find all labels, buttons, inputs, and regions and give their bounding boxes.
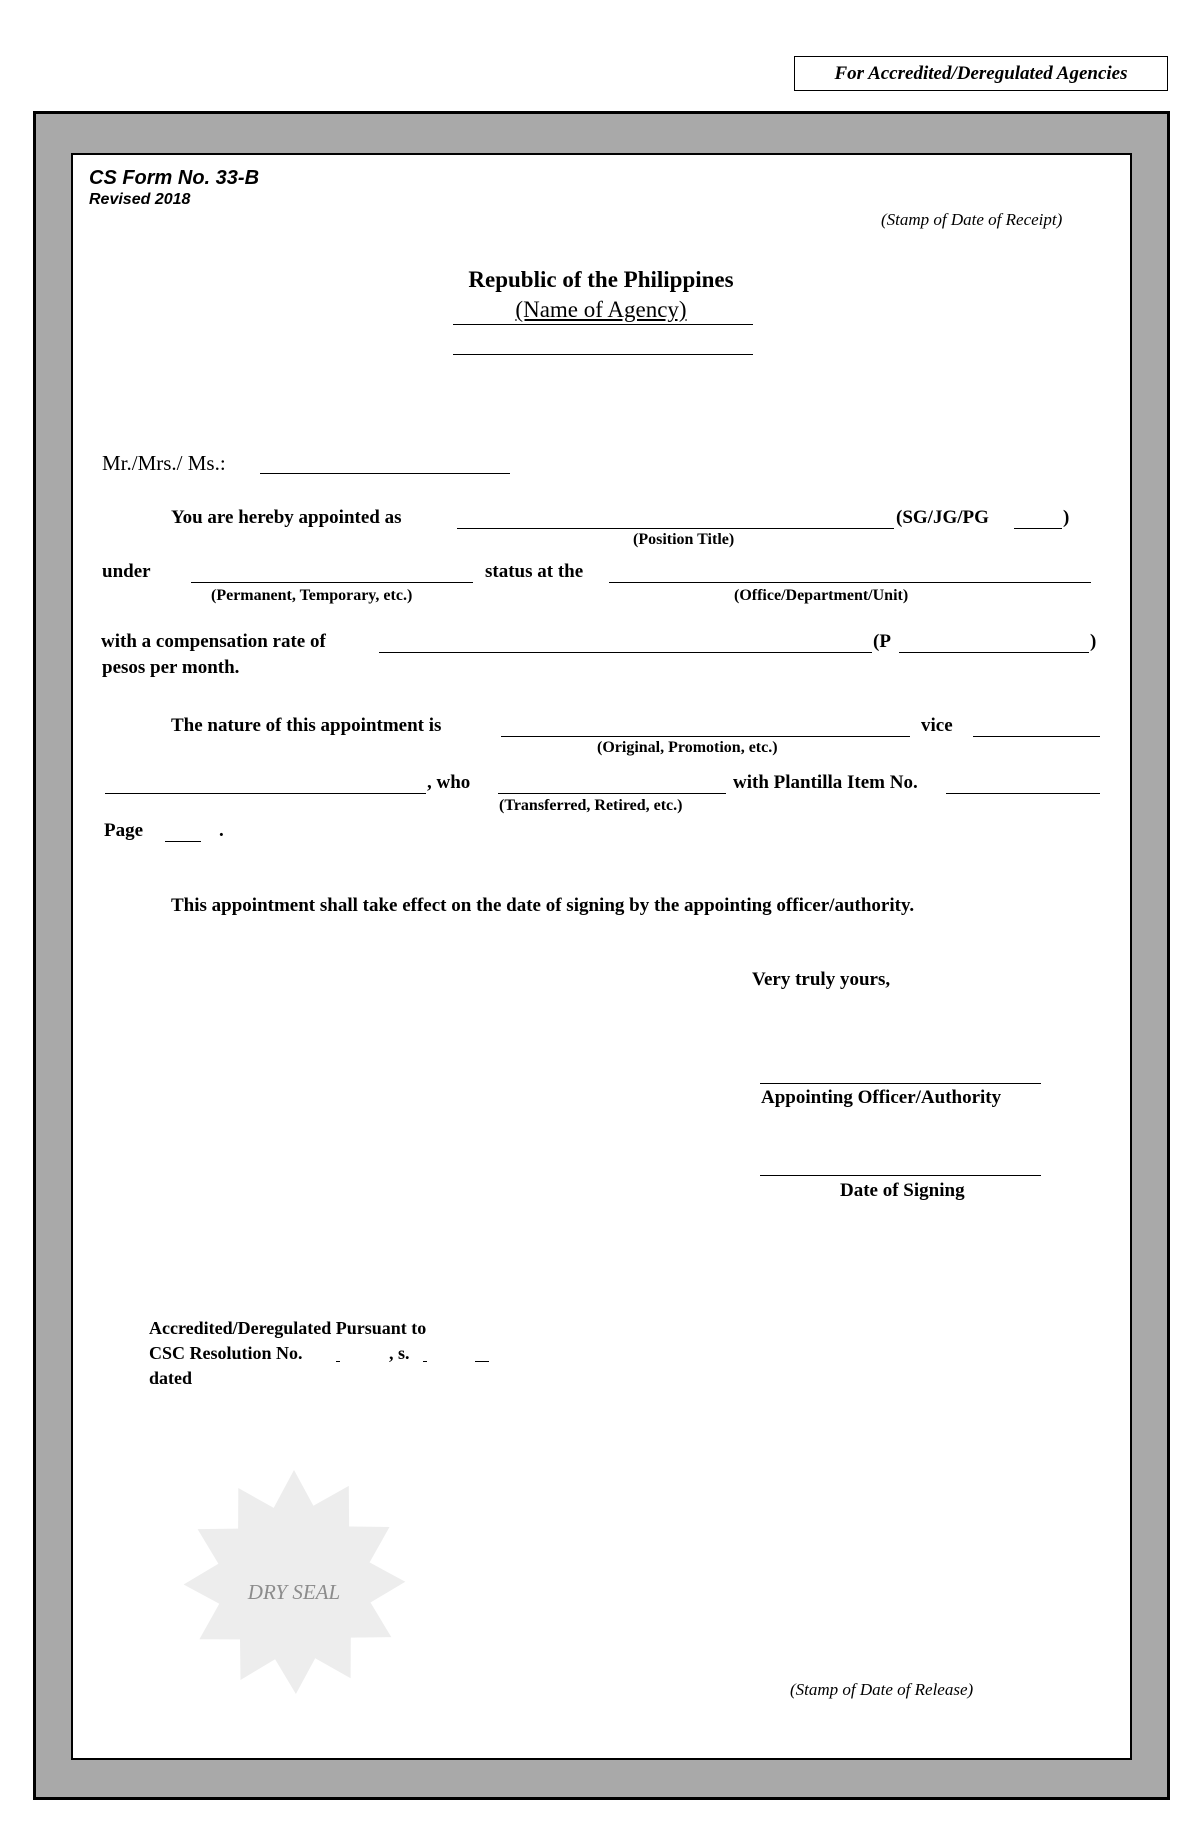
nature-text: The nature of this appointment is <box>171 715 442 736</box>
accreditation-line3: dated <box>149 1368 193 1388</box>
agency-type-tag <box>794 56 1168 91</box>
appointing-officer-label: Appointing Officer/Authority <box>761 1087 1002 1108</box>
compensation-close: ) <box>1090 631 1097 652</box>
date-signing-field[interactable] <box>760 1175 1041 1176</box>
resolution-extra-field[interactable] <box>475 1361 489 1362</box>
plantilla-field[interactable] <box>946 793 1100 794</box>
salutation-label: Mr./Mrs./ Ms.: <box>102 451 226 475</box>
dry-seal-label: DRY SEAL <box>247 1580 341 1604</box>
dry-seal <box>169 1470 419 1720</box>
accreditation-line2b: , s. <box>389 1343 410 1363</box>
date-signing-label: Date of Signing <box>840 1180 965 1201</box>
form-number: CS Form No. 33-B <box>89 167 260 189</box>
effectivity-text: This appointment shall take effect on the date of signing by the appointing officer/authority. <box>171 895 915 916</box>
page-label: Page <box>104 820 144 841</box>
who-text: , who <box>427 772 471 793</box>
agency-name-label: (Name of Agency) <box>515 297 687 322</box>
appointee-name-field[interactable] <box>260 473 510 474</box>
who-caption: (Transferred, Retired, etc.) <box>499 797 683 814</box>
salary-grade-label: (SG/JG/PG <box>896 507 989 528</box>
page-field[interactable] <box>165 841 201 842</box>
resolution-series-field[interactable] <box>423 1361 427 1362</box>
position-title-caption: (Position Title) <box>633 531 735 548</box>
office-field[interactable] <box>609 582 1091 583</box>
compensation-words-field[interactable] <box>379 652 872 653</box>
who-field[interactable] <box>498 793 726 794</box>
appointment-form <box>71 153 1132 1760</box>
nature-field[interactable] <box>501 736 910 737</box>
agency-address-line <box>453 354 753 355</box>
appointed-as-text: You are hereby appointed as <box>171 507 402 528</box>
republic-title: Republic of the Philippines <box>468 267 734 292</box>
per-month-text: pesos per month. <box>102 657 240 678</box>
resolution-number-field[interactable] <box>336 1361 340 1362</box>
plantilla-text: with Plantilla Item No. <box>733 772 918 793</box>
page-period: . <box>219 820 224 841</box>
vice-field[interactable] <box>973 736 1100 737</box>
form-revised: Revised 2018 <box>89 191 191 208</box>
position-title-field[interactable] <box>457 528 894 529</box>
compensation-text: with a compensation rate of <box>101 631 326 652</box>
status-at-text: status at the <box>485 561 584 582</box>
vice-name-field[interactable] <box>105 793 426 794</box>
stamp-release-label: (Stamp of Date of Release) <box>790 1680 974 1699</box>
peso-label: (P <box>873 631 891 652</box>
agency-name-line <box>453 324 753 325</box>
office-caption: (Office/Department/Unit) <box>734 587 909 604</box>
stamp-receipt-label: (Stamp of Date of Receipt) <box>881 210 1063 229</box>
accreditation-line1: Accredited/Deregulated Pursuant to <box>149 1318 427 1338</box>
under-text: under <box>102 561 151 582</box>
compensation-amount-field[interactable] <box>899 652 1089 653</box>
status-field[interactable] <box>191 582 473 583</box>
salary-grade-field[interactable] <box>1014 528 1062 529</box>
status-caption: (Permanent, Temporary, etc.) <box>211 587 413 604</box>
accreditation-line2a: CSC Resolution No. <box>149 1343 303 1363</box>
salary-grade-close: ) <box>1063 507 1070 528</box>
signature-field[interactable] <box>760 1083 1041 1084</box>
closing-text: Very truly yours, <box>752 969 891 990</box>
nature-caption: (Original, Promotion, etc.) <box>597 739 778 756</box>
agency-type-label: For Accredited/Deregulated Agencies <box>834 62 1128 84</box>
vice-text: vice <box>921 715 953 736</box>
